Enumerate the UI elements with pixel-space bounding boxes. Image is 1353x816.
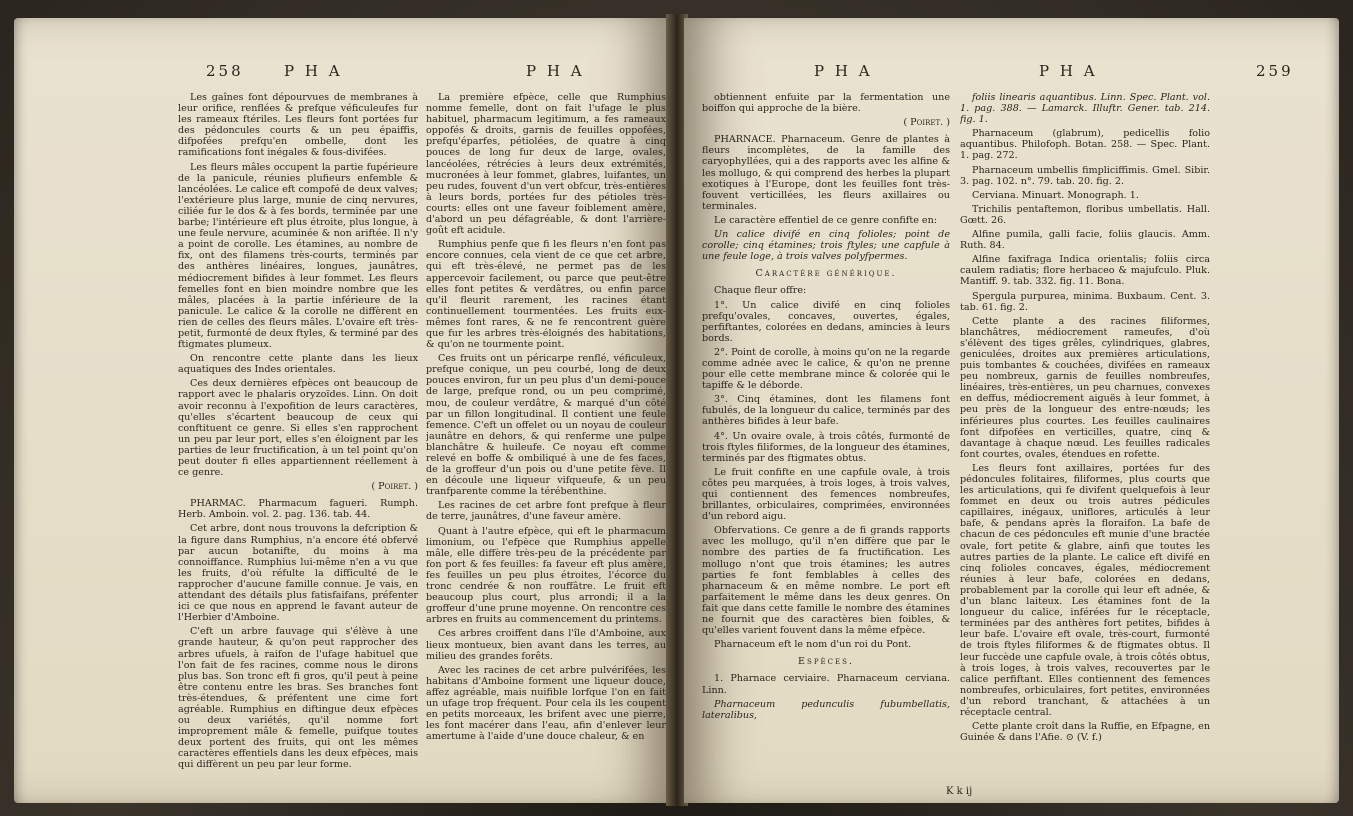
running-head: P H A [814, 62, 873, 80]
paragraph: Pharnaceum umbellis fimpliciffimis. Gmel. Sibir. 3. pag. 102. n°. 79. tab. 20. fig. 2. [960, 164, 1210, 187]
paragraph: foliis linearis aquantibus. Linn. Spec. Plant. vol. 1. pag. 388. — Lamarck. Illuftr. Gener. tab. 214. fig. 1. [960, 92, 1210, 126]
paragraph: Rumphius penfe que fi les fleurs n'en font pas encore connues, cela vient de ce que cet arbre, qui eft très-élevé, ne permet pas de les appercevoir facilement, ou parce que peut-être elles font petites & verdâtres, ou enfin parce qu'il fleurit rarement, les racines étant continuellement tourmentées. Les fruits eux-mêmes font rares, & ne fe rencontrent guère que fur les arbres très-éloignés des habitations, & qu'on ne tourmente point. [426, 239, 666, 351]
paragraph: Pharnaceum eft le nom d'un roi du Pont. [714, 639, 912, 651]
paragraph: 2°. Point de corolle, à moins qu'on ne la regarde comme adnée avec le calice, & qu'on ne prenne pour elle cette membrane mince & colorée qui le tapiffe & le déborde. [702, 346, 950, 392]
entry-heading: PHARNACE. Pharnaceum. Genre de plantes à fleurs incomplètes, de la famille des caryophyllées, qui a des rapports avec les alfine & les mollugo, & qui comprend des herbes la plupart exotiques à l'Europe, dont les feuilles font très-fouvent verticillées, les fleurs axillaires ou terminales. [702, 134, 950, 212]
section-heading: Caractère générique. [755, 268, 897, 280]
paragraph: Cette plante croît dans la Ruffie, en Efpagne, en Guinée & dans l'Afie. ⊙ (V. f.) [960, 721, 1210, 744]
paragraph: Cet arbre, dont nous trouvons la defcription & la figure dans Rumphius, n'a encore été obfervé par aucun botanifte, du moins à ma connoiffance. Rumphius lui-même n'en a vu que les fruits, d'où réfulte la difficulté de le rapprocher d'aucune famille connue. Je vais, en attendant des détails plus fatisfaifans, préfenter ici ce que nous en apprend le favant auteur de l'Herbier d'Amboine. [178, 523, 418, 624]
paragraph: Cerviana. Minuart. Monograph. 1. [972, 189, 1139, 201]
paragraph: Un calice divifé en cinq folioles; point de corolle; cinq étamines; trois ftyles; une capfule à une feule loge, à trois valves polyfpermes. [702, 229, 950, 263]
paragraph: Chaque fleur offre: [714, 285, 807, 297]
paragraph: Ces arbres croiffent dans l'île d'Amboine, aux lieux montueux, bien avant dans les terres, au milieu des grandes forêts. [426, 628, 666, 662]
text-column-1 [702, 92, 950, 783]
running-head: P H A [284, 62, 343, 80]
paragraph: 3°. Cinq étamines, dont les filamens font fubulés, de la longueur du calice, terminés par des anthères bifides à leur bafe. [702, 394, 950, 428]
running-header-left [14, 62, 669, 88]
author-signature: ( Poiret. ) [903, 117, 950, 129]
paragraph: Pharnaceum (glabrum), pedicellis folio aquantibus. Philofoph. Botan. 258. — Spec. Plant. 1. pag. 272. [960, 128, 1210, 162]
section-heading: Espèces. [798, 656, 854, 668]
paragraph: Quant à l'autre efpèce, qui eft le pharmacum limonium, ou l'efpèce que Rumphius appelle mâle, elle diffère très-peu de la précédente par fon port & fes feuilles: fa faveur eft plus amère, fes feuilles un peu plus étroites, l'écorce du tronc cendrée & non rouffâtre. Le fruit eft beaucoup plus court, plus arrondi; il a la groffeur d'une prune moyenne. On rencontre ces arbres en fruits au commencement du printems. [426, 525, 666, 626]
paragraph: Spergula purpurea, minima. Buxbaum. Cent. 3. tab. 61. fig. 2. [960, 290, 1210, 313]
paragraph: Avec les racines de cet arbre pulvérifées, les habitans d'Amboine forment une liqueur douce, affez agréable, mais nuifible lorfque l'on en fait un ufage trop fréquent. Pour cela ils les coupent en petits morceaux, les brifent avec une pierre, les font macérer dans l'eau, afin d'enlever leur amertume à l'aide d'une douce chaleur, & en [426, 664, 666, 743]
paragraph: Les fleurs font axillaires, portées fur des pédoncules folitaires, filiformes, plus courts que les articulations, qui fe divifent quelquefois à leur fommet en deux ou trois autres pédicules capillaires, inégaux, uniflores, articulés à leur bafe, & pendans après la floraifon. La bafe de chacun de ces pédoncules eft munie d'une bractée ovale, fort petite & glabre, ainfi que toutes les autres parties de la plante. Le calice eft divifé en cinq folioles concaves, égales, médiocrement réunies à leur bafe, colorées en dedans, probablement par la corolle qui leur eft adnée, & d'un blanc laiteux. Les étamines font de la longueur du calice, inférées fur le réceptacle, terminées par des anthères fort petites, bifides à leur bafe. L'ovaire eft ovale, très-court, furmonté de trois ftyles filiformes & de ftigmates obtus. Il leur fuccède une capfule ovale, à trois côtés obtus, à trois loges, à trois valves, recouvertes par le calice perfiftant. Elles contiennent des femences nombreufes, orbiculaires, fort petites, environnées d'un rebord tranchant, & attachées à un réceptacle central. [960, 462, 1210, 718]
page-number: 259 [1256, 62, 1294, 80]
text-column-2 [426, 92, 666, 783]
running-header-right [684, 62, 1339, 88]
entry-heading: PHARMAC. Pharmacum fagueri. Rumph. Herb. Amboin. vol. 2. pag. 136. tab. 44. [178, 498, 418, 521]
paragraph: 1. Pharnace cerviaire. Pharnaceum cerviana. Linn. [702, 673, 950, 696]
paragraph: Alfine pumila, galli facie, foliis glaucis. Amm. Ruth. 84. [960, 229, 1210, 252]
running-head: P H A [526, 62, 585, 80]
signature-mark: K k ij [946, 786, 973, 797]
paragraph: 1°. Un calice divifé en cinq folioles prefqu'ovales, concaves, ouvertes, égales, perfiftantes, colorées en dedans, amincies à leurs bords. [702, 299, 950, 344]
page-number: 258 [206, 62, 244, 80]
paragraph: Le fruit confifte en une capfule ovale, à trois côtes peu marquées, à trois loges, à trois valves, qui contiennent des femences nombreufes, brillantes, orbiculaires, comprimées, environnées d'un rebord aigu. [702, 466, 950, 523]
paragraph: Trichilis pentaftemon, floribus umbellatis. Hall. Gœtt. 26. [960, 203, 1210, 226]
paragraph: Les racines de cet arbre font prefque à fleur de terre, jaunâtres, d'une faveur amère. [426, 500, 666, 523]
paragraph: Pharnaceum pedunculis fubumbellatis, lateralibus, [702, 698, 950, 721]
paragraph: Ces fruits ont un péricarpe renflé, véficuleux, prefque conique, un peu courbé, long de deux pouces environ, fur un peu plus d'un demi-pouce de large, prefque rond, ou un peu comprimé, mou, de couleur verdâtre, & marqué d'un côté par un fillon longitudinal. Il contient une feule femence. C'eft un offelet ou un noyau de couleur jaunâtre en dehors, & qui renferme une pulpe blanchâtre & huileufe. Ce noyau eft comme relevé en boffe & ombiliqué à une de fes faces, de la groffeur d'un pois ou d'une petite fève. Il en découle une liqueur vifqueufe, & un peu tranfparente comme la térébenthine. [426, 353, 666, 498]
paragraph: obtiennent enfuite par la fermentation une boiffon qui approche de la bière. [702, 92, 950, 115]
paragraph: Les fleurs mâles occupent la partie fupérieure de la panicule, réunies plufieurs enfemble & lancéolées. Le calice eft compofé de deux valves; l'extérieure plus large, munie de cinq nervures, ciliée fur le dos & à fes bords, terminée par une barbe; l'intérieure eft plus étroite, plus longue, à une feule nervure, acuminée & non ariftée. Il n'y a point de corolle. Les étamines, au nombre de fix, ont des filamens très-courts, terminés par des anthères linéaires, longues, jaunâtres, médiocrement bifides à leur fommet. Les fleurs femelles font en bien moindre nombre que les mâles, placées à la partie inférieure de la panicule. Le calice & la corolle ne diffèrent en rien de celles des fleurs mâles. L'ovaire eft très-petit, furmonté de deux ftyles, & terminé par des ftigmates plumeux. [178, 161, 418, 351]
paragraph: Le caractère effentiel de ce genre confifte en: [714, 214, 938, 226]
paragraph: On rencontre cette plante dans les lieux aquatiques des Indes orientales. [178, 353, 418, 376]
paragraph: Cette plante a des racines filiformes, blanchâtres, médiocrement rameufes, d'où s'élèvent des tiges grêles, cylindriques, glabres, geniculées, droites aux premières articulations, puis tombantes & couchées, divifées en rameaux peu nombreux, garnis de feuilles nombreufes, linéaires, très-entières, un peu charnues, convexes en deffus, médiocrement aiguës à leur fommet, à peu près de la longueur des entre-nœuds; les inférieures plus courtes. Les feuilles caulinaires font difpofées en verticilles, quatre, cinq & davantage à chaque nœud. Les feuilles radicales font courtes, ovales, étendues en rofette. [960, 315, 1210, 460]
left-page [14, 18, 669, 803]
paragraph: Ces deux dernières efpèces ont beaucoup de rapport avec le phalaris oryzoïdes. Linn. On doit avoir reconnu à l'expofition de leurs caractères, qu'elles s'écartent beaucoup de ceux qui conftituent ce genre. Si elles s'en rapprochent un peu par leur port, elles s'en éloignent par les parties de leur fructification, à un tel point qu'on peut douter fi elles appartiennent réellement à ce genre. [178, 378, 418, 479]
right-page [684, 18, 1339, 803]
paragraph: 4°. Un ovaire ovale, à trois côtés, furmonté de trois ftyles filiformes, de la longueur des étamines, terminés par des ftigmates obtus. [702, 430, 950, 464]
paragraph: Obfervations. Ce genre a de fi grands rapports avec les mollugo, qu'il n'en diffère que par le nombre des parties de fa fructification. Les mollugo n'ont que trois étamines; les autres parties fe font femblables à celles des pharnaceum & en même nombre. Le port eft parfaitement le même dans les deux genres. On fait que dans cette famille le nombre des étamines ne fournit que des caractères bien foibles, & qu'elles varient fouvent dans la même efpèce. [702, 525, 950, 637]
running-head: P H A [1039, 62, 1098, 80]
paragraph: Alfine faxifraga Indica orientalis; foliis circa caulem radiatis; flore herbaceo & majufculo. Pluk. Mantiff. 9. tab. 332. fig. 11. Bona. [960, 254, 1210, 288]
text-column-2 [960, 92, 1210, 783]
paragraph: La première efpèce, celle que Rumphius nomme femelle, dont on fait l'ufage le plus habituel, pharmacum legitimum, a fes rameaux oppofés & droits, garnis de feuilles oppofées, prefqu'éparfes, pétiolées, de quatre à cinq pouces de long fur deux de large, ovales, lancéolées, rétrécies à leurs deux extrémités, mucronées à leur fommet, glabres, luifantes, un peu rudes, fouvent d'un vert obfcur, très-entières à leurs bords, portées fur des pétioles très-courts: elles ont une faveur foiblement amère, d'abord un peu défagréable, & dont l'arrière-goût eft acidule. [426, 92, 666, 237]
paragraph: Les gaînes font dépourvues de membranes à leur orifice, renflées & prefque véficuleufes fur les rameaux ftériles. Les fleurs font portées fur des pédoncules courts & un peu épaiffis, difpofées prefqu'en ombelle, dont les ramifications font inégales & fous-divifées. [178, 92, 418, 159]
paragraph: C'eft un arbre fauvage qui s'élève à une grande hauteur, & qu'on peut rapprocher des arbres ufuels, à raifon de l'ufage habituel que l'on fait de fes racines, comme nous le dirons plus bas. Son tronc eft fi gros, qu'il peut à peine être contenu entre les bras. Ses branches font très-étendues, & préfentent une cime fort agréable. Rumphius en diftingue deux efpèces ou deux variétés, qu'il nomme fort improprement mâle & femelle, puifque toutes deux portent des fruits, qui ont les mêmes caractères effentiels dans les deux efpèces, mais qui diffèrent un peu par leur forme. [178, 626, 418, 771]
author-signature: ( Poiret. ) [371, 481, 418, 493]
text-column-1 [178, 92, 418, 783]
